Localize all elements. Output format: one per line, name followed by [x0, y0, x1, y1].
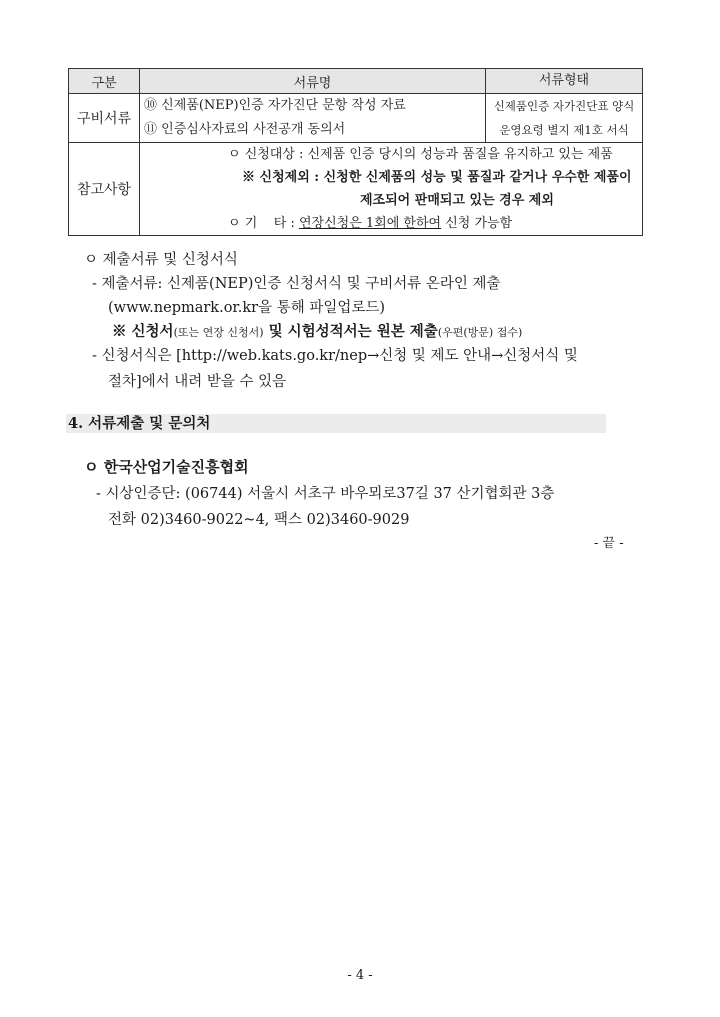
doc-item	[144, 118, 481, 142]
submission-heading: ㅇ 제출서류 및 신청서식	[84, 252, 238, 268]
org-address: - 시상인증단: (06744) 서울시 서초구 바우뫼로37길 37 산기협회관 3층	[96, 486, 555, 502]
note-prefix: ※ 신청서	[112, 323, 174, 340]
page-number: - 4 -	[347, 968, 373, 983]
etc-suffix: 신청 가능함	[441, 216, 513, 231]
required-docs-category: 구비서류	[69, 94, 140, 143]
reference-row	[69, 143, 643, 236]
form-line: 신제품인증 자가진단표 양식	[493, 99, 635, 113]
header-doc-name: 서류명	[140, 69, 486, 94]
etc-underline: 연장신청은 1회에 한하여	[298, 216, 442, 231]
reference-category: 참고사항	[69, 143, 140, 236]
reference-target: ㅇ 신청대상 : 신제품 인증 당시의 성능과 품질을 유지하고 있는 제품	[228, 147, 613, 162]
required-docs-names	[140, 94, 486, 143]
note-small: (우편(방문) 접수)	[437, 326, 523, 339]
section-4-title: 4. 서류제출 및 문의처	[68, 415, 211, 432]
doc-name: 신제품(NEP)인증 자가진단 문항 작성 자료	[161, 98, 406, 113]
submission-forms-line2: 절차]에서 내려 받을 수 있음	[108, 374, 287, 390]
submission-forms-line1: - 신청서식은 [http://web.kats.go.kr/nep→신청 및 제도 안내→신청서식 및	[92, 348, 578, 364]
doc-item	[144, 94, 481, 118]
note-paren: (또는 연장 신청서)	[173, 326, 264, 339]
submission-docs-line2: (www.nepmark.or.kr을 통해 파일업로드)	[108, 300, 386, 316]
header-doc-form: 서류형태	[486, 69, 643, 94]
reference-etc	[228, 212, 638, 235]
reference-exclusion-2: 제조되어 판매되고 있는 경우 제외	[360, 193, 554, 208]
form-line: 운영요령 별지 제1호 서식	[499, 123, 629, 137]
submission-note	[112, 320, 522, 341]
submission-docs-line1: - 제출서류: 신제품(NEP)인증 신청서식 및 구비서류 온라인 제출	[92, 276, 501, 292]
doc-name: 인증심사자료의 사전공개 동의서	[161, 122, 346, 137]
doc-number: ⑪	[144, 122, 158, 137]
org-name: ㅇ 한국산업기술진흥협회	[84, 458, 249, 476]
note-mid: 및 시험성적서는 원본 제출	[263, 323, 438, 340]
required-docs-row	[69, 94, 643, 143]
reference-exclusion-1: ※ 신청제외 : 신청한 신제품의 성능 및 품질과 같거나 우수한 제품이	[242, 170, 632, 185]
required-docs-form	[486, 94, 643, 143]
org-phone: 전화 02)3460-9022~4, 팩스 02)3460-9029	[108, 512, 410, 528]
doc-number: ⑩	[144, 98, 158, 113]
documents-table	[68, 68, 643, 236]
etc-prefix: ㅇ 기 타 :	[228, 216, 299, 231]
document-end: - 끝 -	[594, 536, 624, 551]
reference-content	[140, 143, 643, 236]
table-header-row	[69, 69, 643, 94]
header-category: 구분	[69, 69, 140, 94]
